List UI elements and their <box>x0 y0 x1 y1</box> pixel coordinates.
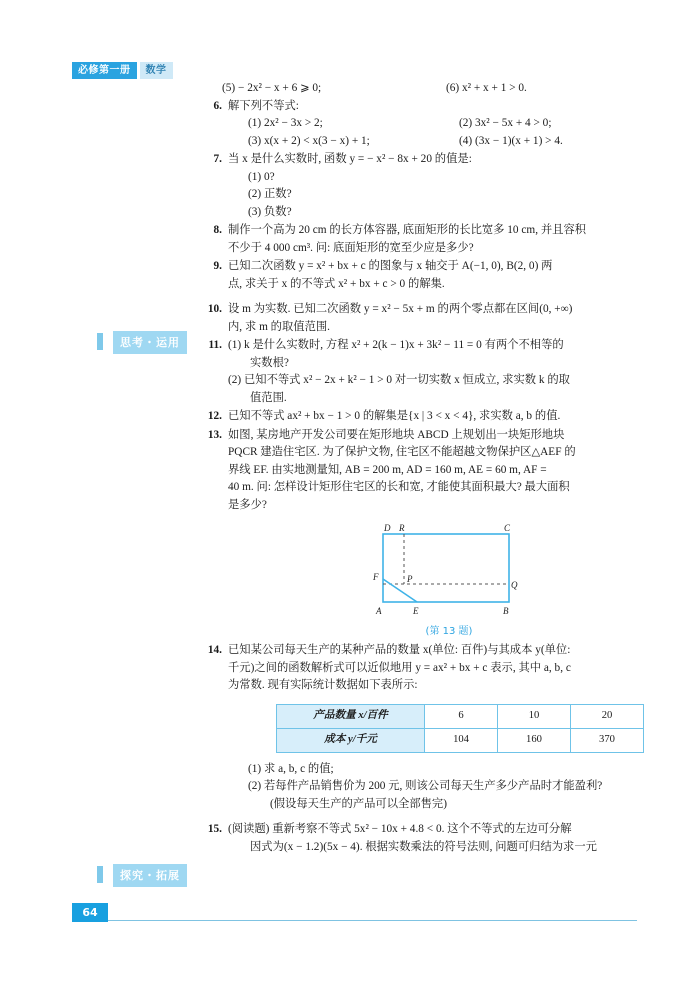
exercise-line: 不少于 4 000 cm³. 问: 底面矩形的宽至少应是多少? <box>228 241 474 254</box>
exercise-line: 已知不等式 ax² + bx − 1 > 0 的解集是{x | 3 < x < 4}, 求实数 a, b 的值. <box>228 410 561 422</box>
exercise-line: 界线 EF. 由实地测量知, AB = 200 m, AD = 160 m, AE = 60 m, AF = <box>228 463 547 476</box>
statistics-table-wrapper <box>276 704 670 753</box>
sub-item: (假设每天生产的产品可以全部售完) <box>270 797 447 810</box>
exercise-7 <box>200 151 670 221</box>
exercise-stem: 当 x 是什么实数时, 函数 y = − x² − 8x + 20 的值是: <box>228 153 472 165</box>
exercise-line: 设 m 为实数. 已知二次函数 y = x² − 5x + m 的两个零点都在区间(0, +∞) <box>228 303 573 315</box>
folio-page-number: 64 <box>72 903 108 922</box>
running-head-subject: 数学 <box>140 62 173 79</box>
sub-item: (2) 正数? <box>248 188 292 200</box>
sub-item: (2) 若每件产品销售价为 200 元, 则该公司每天生产多少产品时才能盈利? <box>248 780 603 793</box>
exercise-13 <box>200 427 670 642</box>
exercise-line: 值范围. <box>250 391 287 404</box>
side-marker-think <box>97 333 103 350</box>
label-D: D <box>384 523 391 533</box>
label-C: C <box>504 523 511 533</box>
running-head-volume: 必修第一册 <box>72 62 137 79</box>
exercise-line: 是多少? <box>228 498 267 511</box>
exercise-number: 10. <box>207 303 222 315</box>
label-B: B <box>503 606 509 616</box>
sub-item: (1) 求 a, b, c 的值; <box>248 762 334 775</box>
cell-quantity-3: 20 <box>570 704 643 728</box>
exercise-5-continuation <box>200 80 670 98</box>
label-P: P <box>407 574 413 584</box>
cell-cost-1: 104 <box>425 728 498 752</box>
exercise-9 <box>200 258 670 293</box>
exercise-line: 内, 求 m 的取值范围. <box>228 320 330 333</box>
label-Q: Q <box>511 580 518 590</box>
label-F: F <box>373 572 379 582</box>
exercise-number: 15. <box>207 823 222 836</box>
exercise-line: 制作一个高为 20 cm 的长方体容器, 底面矩形的长比宽多 10 cm, 并且容积 <box>228 224 587 236</box>
exercise-line: 点, 求关于 x 的不等式 x² + bx + c > 0 的解集. <box>228 277 445 290</box>
label-E: E <box>413 606 419 616</box>
exercise-number: 8. <box>213 224 222 236</box>
row-header-cost: 成本 y/千元 <box>277 728 425 752</box>
sub-item: (3) 负数? <box>248 205 292 218</box>
exercise-12 <box>200 408 670 426</box>
table-row <box>277 704 644 728</box>
exercise-line: (1) k 是什么实数时, 方程 x² + 2(k − 1)x + 3k² − 11 = 0 有两个不相等的 <box>228 339 564 351</box>
exercise-number: 11. <box>208 339 222 351</box>
cell-cost-2: 160 <box>498 728 571 752</box>
cell-quantity-1: 6 <box>425 704 498 728</box>
exercise-line: 已知二次函数 y = x² + bx + c 的图象与 x 轴交于 A(−1, 0), B(2, 0) 两 <box>228 260 553 272</box>
rectangle-land-diagram <box>359 522 539 617</box>
exercise-line: 为常数. 现有实际统计数据如下表所示: <box>228 679 418 692</box>
exercise-number: 6. <box>213 99 222 112</box>
sub-item: (1) 2x² − 3x > 2; <box>248 117 323 129</box>
side-tag-think-apply: 思考・运用 <box>113 331 187 354</box>
exercise-line: 已知某公司每天生产的某种产品的数量 x(单位: 百件)与其成本 y(单位: <box>228 644 571 657</box>
exercise-stem: 解下列不等式: <box>228 99 299 112</box>
table-row <box>277 728 644 752</box>
exercise-6 <box>200 98 670 151</box>
sub-item: (6) x² + x + 1 > 0. <box>446 82 527 94</box>
figure-exercise-13 <box>228 522 670 639</box>
page-footer <box>72 903 637 923</box>
exercise-line: 实数根? <box>250 356 289 369</box>
running-head <box>72 62 173 79</box>
exercise-number: 9. <box>213 260 222 272</box>
sub-item: (5) − 2x² − x + 6 ⩾ 0; <box>222 82 322 94</box>
footer-rule <box>108 920 637 921</box>
sub-item: (4) (3x − 1)(x + 1) > 4. <box>459 134 563 147</box>
exercise-number: 12. <box>207 410 222 422</box>
exercise-line: 如图, 某房地产开发公司要在矩形地块 ABCD 上规划出一块矩形地块 <box>228 428 565 441</box>
exercise-number: 14. <box>207 644 222 657</box>
side-marker-explore <box>97 866 103 883</box>
exercise-line: PQCR 建造住宅区. 为了保护文物, 住宅区不能超越文物保护区△AEF 的 <box>228 446 576 458</box>
side-tag-explore-expand: 探究・拓展 <box>113 864 187 887</box>
exercise-15 <box>200 821 670 856</box>
exercise-11 <box>200 337 670 407</box>
cell-cost-3: 370 <box>570 728 643 752</box>
exercise-number: 13. <box>207 428 222 441</box>
exercise-line: 因式为(x − 1.2)(5x − 4). 根据实数乘法的符号法则, 问题可归结为求一元 <box>250 840 597 853</box>
exercise-line: 千元)之间的函数解析式可以近似地用 y = ax² + bx + c 表示, 其中 a, b, c <box>228 661 571 674</box>
cell-quantity-2: 10 <box>498 704 571 728</box>
exercise-line: (2) 已知不等式 x² − 2x + k² − 1 > 0 对一切实数 x 恒成立, 求实数 k 的取 <box>228 374 570 386</box>
sub-row <box>228 133 670 151</box>
sub-item: (2) 3x² − 5x + 4 > 0; <box>459 117 552 129</box>
exercise-column <box>200 80 670 857</box>
sub-item: (1) 0? <box>248 170 275 183</box>
exercise-14 <box>200 642 670 813</box>
label-A: A <box>376 606 382 616</box>
exercise-line: (阅读题) 重新考察不等式 5x² − 10x + 4.8 < 0. 这个不等式的左边可分解 <box>228 823 572 836</box>
statistics-table <box>276 704 644 753</box>
spacer <box>200 294 670 301</box>
exercise-8 <box>200 222 670 257</box>
exercise-10 <box>200 301 670 336</box>
sub-item: (3) x(x + 2) < x(3 − x) + 1; <box>248 134 370 147</box>
row-header-quantity: 产品数量 x/百件 <box>277 704 425 728</box>
sub-row <box>228 115 670 133</box>
label-R: R <box>399 523 405 533</box>
exercise-number: 7. <box>213 153 222 165</box>
figure-caption: (第 13 题) <box>425 626 473 638</box>
exercise-line: 40 m. 问: 怎样设计矩形住宅区的长和宽, 才能使其面积最大? 最大面积 <box>228 481 570 493</box>
spacer <box>200 814 670 821</box>
